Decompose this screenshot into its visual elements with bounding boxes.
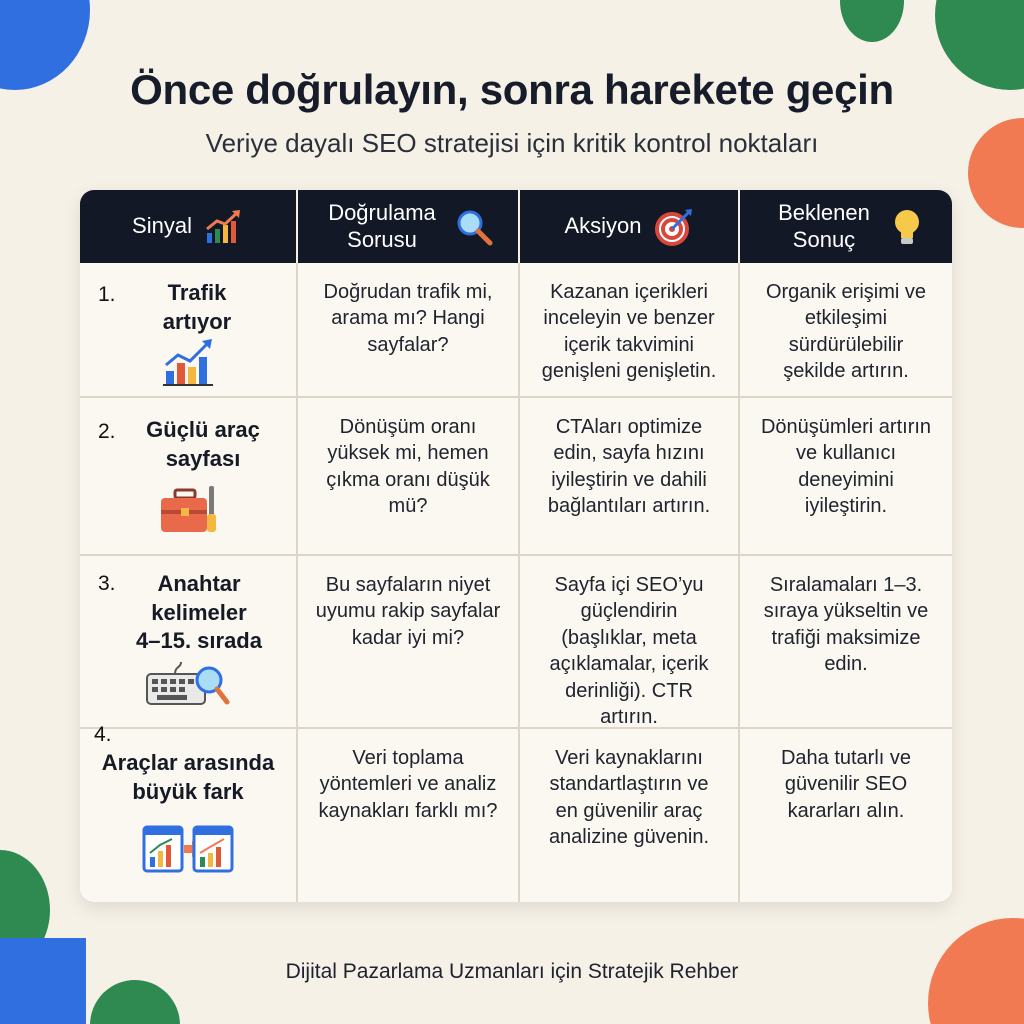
row-number: 3. — [98, 572, 116, 595]
result-cell: Dönüşümleri artırın ve kullanıcı deneyimini iyileştirin. — [760, 416, 932, 518]
decor-green-blob-top-right-small — [840, 0, 904, 42]
signal-label: Trafik artıyor — [162, 280, 232, 334]
lightbulb-icon — [891, 207, 923, 247]
compare-dashboards-icon — [142, 823, 234, 877]
signal-label: Güçlü araç sayfası — [146, 417, 260, 471]
row-number: 4. — [94, 723, 112, 746]
page-title: Önce doğrulayın, sonra harekete geçin — [130, 66, 894, 113]
question-cell: Veri toplama yöntemleri ve analiz kaynakları farklı mı? — [298, 729, 520, 902]
toolbox-icon — [157, 484, 219, 536]
signal-cell — [80, 263, 298, 396]
result-cell: Sıralamaları 1–3. sıraya yükseltin ve trafiği maksimize edin. — [763, 574, 929, 676]
decor-green-blob-bottom — [90, 980, 180, 1024]
signal-label: Araçlar arasında büyük fark — [101, 750, 275, 804]
column-header-result: Beklenen Sonuç — [740, 190, 952, 263]
question-cell: Dönüşüm oranı yüksek mi, hemen çıkma oranı düşük mü? — [298, 398, 520, 554]
signal-cell — [80, 398, 298, 554]
action-cell: Sayfa içi SEO’yu güçlendirin (başlıklar, meta açıklamalar, içerik derinliği). CTR artırın. — [520, 556, 740, 730]
row-number: 2. — [98, 420, 116, 443]
trend-chart-icon — [204, 207, 244, 247]
signal-cell — [80, 723, 298, 902]
result-cell: Daha tutarlı ve güvenilir SEO kararları alın. — [780, 747, 912, 822]
table-row — [80, 554, 952, 727]
page-subtitle: Veriye dayalı SEO stratejisi için kritik kontrol noktaları — [205, 128, 819, 158]
column-header-question: Doğrulama Sorusu — [298, 190, 520, 263]
signal-label: Anahtar kelimeler 4–15. sırada — [136, 571, 262, 654]
action-cell: CTAları optimize edin, sayfa hızını iyileştirin ve dahili bağlantıları artırın. — [520, 398, 740, 554]
column-header-signal: Sinyal — [80, 190, 298, 263]
keyboard-magnifier-icon — [145, 662, 231, 708]
result-cell: Organik erişimi ve etkileşimi sürdürülebilir şekilde artırın. — [765, 281, 927, 383]
table-row — [80, 723, 952, 902]
table-body — [80, 263, 952, 902]
question-cell: Doğrudan trafik mi, arama mı? Hangi sayfalar? — [298, 263, 520, 396]
action-cell: Veri kaynaklarını standartlaştırın ve en güvenilir araç analizine güvenin. — [520, 729, 740, 902]
column-header-action: Aksiyon — [520, 190, 740, 263]
action-cell: Kazanan içerikleri inceleyin ve benzer içerik takvimini genişleni genişletin. — [520, 263, 740, 396]
question-cell: Bu sayfaların niyet uyumu rakip sayfalar kadar iyi mi? — [298, 556, 520, 730]
magnifier-icon — [454, 207, 494, 247]
growth-chart-icon — [160, 337, 216, 387]
page-footer: Dijital Pazarlama Uzmanları için Stratejik Rehber — [285, 960, 739, 983]
row-number: 1. — [98, 283, 116, 306]
table-row — [80, 263, 952, 396]
checkpoint-table — [80, 190, 952, 902]
target-icon — [654, 207, 694, 247]
table-row — [80, 396, 952, 554]
signal-cell — [80, 556, 298, 730]
table-header — [80, 190, 952, 263]
